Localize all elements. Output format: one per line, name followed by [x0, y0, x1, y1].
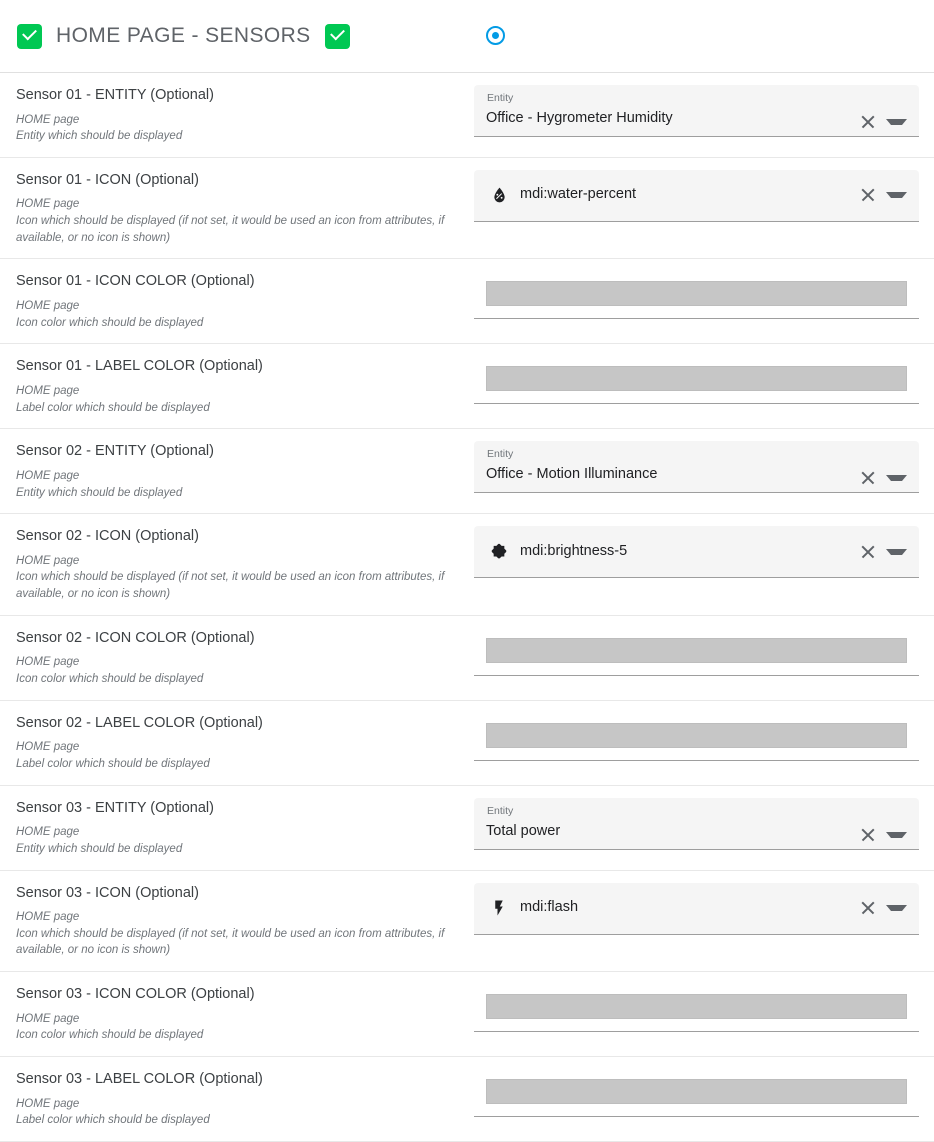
row-page-note: HOME page: [16, 741, 80, 754]
header-title-group: [0, 24, 350, 49]
field-float-label: Entity: [487, 804, 514, 817]
flash-icon: [486, 899, 512, 917]
row-title: Sensor 01 - ICON COLOR (Optional): [16, 273, 255, 290]
brightness-5-icon: [486, 542, 512, 562]
settings-row: [0, 344, 934, 429]
row-help-text: Icon which should be displayed (if not set, it would be used an icon from attributes, if available, or no icon is shown): [16, 927, 445, 957]
row-field-group: [462, 514, 934, 588]
row-label-group: [0, 158, 462, 259]
row-label-group: [0, 972, 462, 1056]
row-title: Sensor 02 - ICON COLOR (Optional): [16, 629, 255, 646]
icon-value[interactable]: mdi:brightness-5: [520, 542, 628, 559]
row-help-text: Entity which should be displayed: [16, 130, 183, 143]
row-field-group: [462, 871, 934, 945]
row-title: Sensor 01 - ICON (Optional): [16, 171, 199, 188]
row-help-text: Label color which should be displayed: [16, 401, 210, 414]
color-swatch[interactable]: [486, 366, 907, 391]
row-page-note: HOME page: [16, 198, 80, 211]
row-page-note: HOME page: [16, 469, 80, 482]
color-input-field[interactable]: [474, 356, 919, 404]
field-float-label: Entity: [487, 448, 514, 461]
settings-row: [0, 259, 934, 344]
row-label-group: [0, 1057, 462, 1141]
row-field-group: [462, 429, 934, 503]
row-help-text: Icon color which should be displayed: [16, 316, 204, 329]
page-header: [0, 0, 934, 73]
clear-x-icon[interactable]: [860, 470, 876, 486]
chevron-down-icon[interactable]: [886, 832, 907, 838]
row-label-group: [0, 786, 462, 870]
clear-x-icon[interactable]: [860, 544, 876, 560]
settings-row: [0, 871, 934, 973]
color-swatch[interactable]: [486, 281, 907, 306]
row-label-group: [0, 73, 462, 157]
settings-row: [0, 616, 934, 701]
radio-selected[interactable]: [486, 26, 505, 45]
row-field-group: [462, 259, 934, 329]
settings-row: [0, 514, 934, 616]
row-title: Sensor 03 - ICON (Optional): [16, 884, 199, 901]
color-input-field[interactable]: [474, 713, 919, 761]
water-percent-icon: [486, 186, 512, 205]
row-help-text: Label color which should be displayed: [16, 1114, 210, 1127]
page-title: HOME PAGE - SENSORS: [56, 24, 311, 47]
row-label-group: [0, 871, 462, 972]
row-help-text: Icon color which should be displayed: [16, 1029, 204, 1042]
row-help-text: Label color which should be displayed: [16, 757, 210, 770]
row-field-group: [462, 158, 934, 232]
row-title: Sensor 03 - LABEL COLOR (Optional): [16, 1070, 263, 1087]
field-actions: [860, 187, 907, 203]
row-page-note: HOME page: [16, 113, 80, 126]
field-actions: [860, 900, 907, 916]
settings-row: [0, 73, 934, 158]
row-page-note: HOME page: [16, 911, 80, 924]
row-field-group: [462, 1057, 934, 1127]
row-label-group: [0, 429, 462, 513]
row-field-group: [462, 344, 934, 414]
row-help-text: Icon color which should be displayed: [16, 673, 204, 686]
row-title: Sensor 01 - ENTITY (Optional): [16, 87, 214, 103]
field-actions: [860, 827, 907, 843]
row-title: Sensor 02 - ICON (Optional): [16, 528, 199, 545]
row-page-note: HOME page: [16, 1097, 80, 1110]
entity-picker-field[interactable]: [474, 798, 919, 850]
chevron-down-icon[interactable]: [886, 475, 907, 481]
color-input-field[interactable]: [474, 984, 919, 1032]
row-title: Sensor 02 - ENTITY (Optional): [16, 443, 214, 460]
chevron-down-icon[interactable]: [886, 549, 907, 555]
row-field-group: [462, 786, 934, 860]
row-label-group: [0, 344, 462, 428]
row-field-group: [462, 616, 934, 686]
settings-row: [0, 972, 934, 1057]
settings-row: [0, 1057, 934, 1142]
clear-x-icon[interactable]: [860, 187, 876, 203]
entity-value[interactable]: Office - Motion Illuminance: [486, 466, 658, 483]
entity-value[interactable]: Office - Hygrometer Humidity: [486, 110, 673, 126]
field-actions: [860, 114, 907, 130]
entity-picker-field[interactable]: [474, 85, 919, 137]
row-title: Sensor 03 - ICON COLOR (Optional): [16, 986, 255, 1003]
row-help-text: Entity which should be displayed: [16, 842, 183, 855]
row-page-note: HOME page: [16, 826, 80, 839]
row-field-group: [462, 701, 934, 771]
row-title: Sensor 01 - LABEL COLOR (Optional): [16, 358, 263, 375]
row-page-note: HOME page: [16, 384, 80, 397]
icon-picker-field[interactable]: [474, 883, 919, 935]
settings-row: [0, 429, 934, 514]
color-input-field[interactable]: [474, 1069, 919, 1117]
icon-picker-field[interactable]: [474, 170, 919, 222]
row-page-note: HOME page: [16, 656, 80, 669]
settings-row: [0, 701, 934, 786]
chevron-down-icon[interactable]: [886, 905, 907, 911]
icon-picker-field[interactable]: [474, 526, 919, 578]
icon-value[interactable]: mdi:flash: [520, 899, 579, 915]
color-input-field[interactable]: [474, 271, 919, 319]
row-page-note: HOME page: [16, 554, 80, 567]
settings-row: [0, 158, 934, 260]
icon-value[interactable]: mdi:water-percent: [520, 186, 637, 203]
row-label-group: [0, 514, 462, 615]
entity-value[interactable]: Total power: [486, 822, 561, 839]
row-page-note: HOME page: [16, 300, 80, 313]
row-title: Sensor 03 - ENTITY (Optional): [16, 799, 214, 816]
color-swatch[interactable]: [486, 723, 907, 748]
entity-picker-field[interactable]: [474, 441, 919, 493]
chevron-down-icon[interactable]: [886, 192, 907, 198]
color-input-field[interactable]: [474, 628, 919, 676]
field-float-label: Entity: [487, 92, 514, 104]
color-swatch[interactable]: [486, 638, 907, 663]
row-help-text: Entity which should be displayed: [16, 486, 183, 499]
row-label-group: [0, 259, 462, 343]
clear-x-icon[interactable]: [860, 827, 876, 843]
color-swatch[interactable]: [486, 1079, 907, 1104]
row-page-note: HOME page: [16, 1012, 80, 1025]
settings-row: [0, 786, 934, 871]
checkbox-checked-left[interactable]: [17, 24, 42, 49]
chevron-down-icon[interactable]: [886, 119, 907, 125]
checkbox-checked-right[interactable]: [325, 24, 350, 49]
row-title: Sensor 02 - LABEL COLOR (Optional): [16, 714, 263, 731]
row-label-group: [0, 616, 462, 700]
settings-rows: [0, 73, 934, 1142]
clear-x-icon[interactable]: [860, 114, 876, 130]
row-help-text: Icon which should be displayed (if not set, it would be used an icon from attributes, if available, or no icon is shown): [16, 215, 445, 244]
clear-x-icon[interactable]: [860, 900, 876, 916]
row-field-group: [462, 73, 934, 147]
field-actions: [860, 544, 907, 560]
row-label-group: [0, 701, 462, 785]
field-actions: [860, 470, 907, 486]
row-help-text: Icon which should be displayed (if not set, it would be used an icon from attributes, if available, or no icon is shown): [16, 571, 445, 601]
color-swatch[interactable]: [486, 994, 907, 1019]
